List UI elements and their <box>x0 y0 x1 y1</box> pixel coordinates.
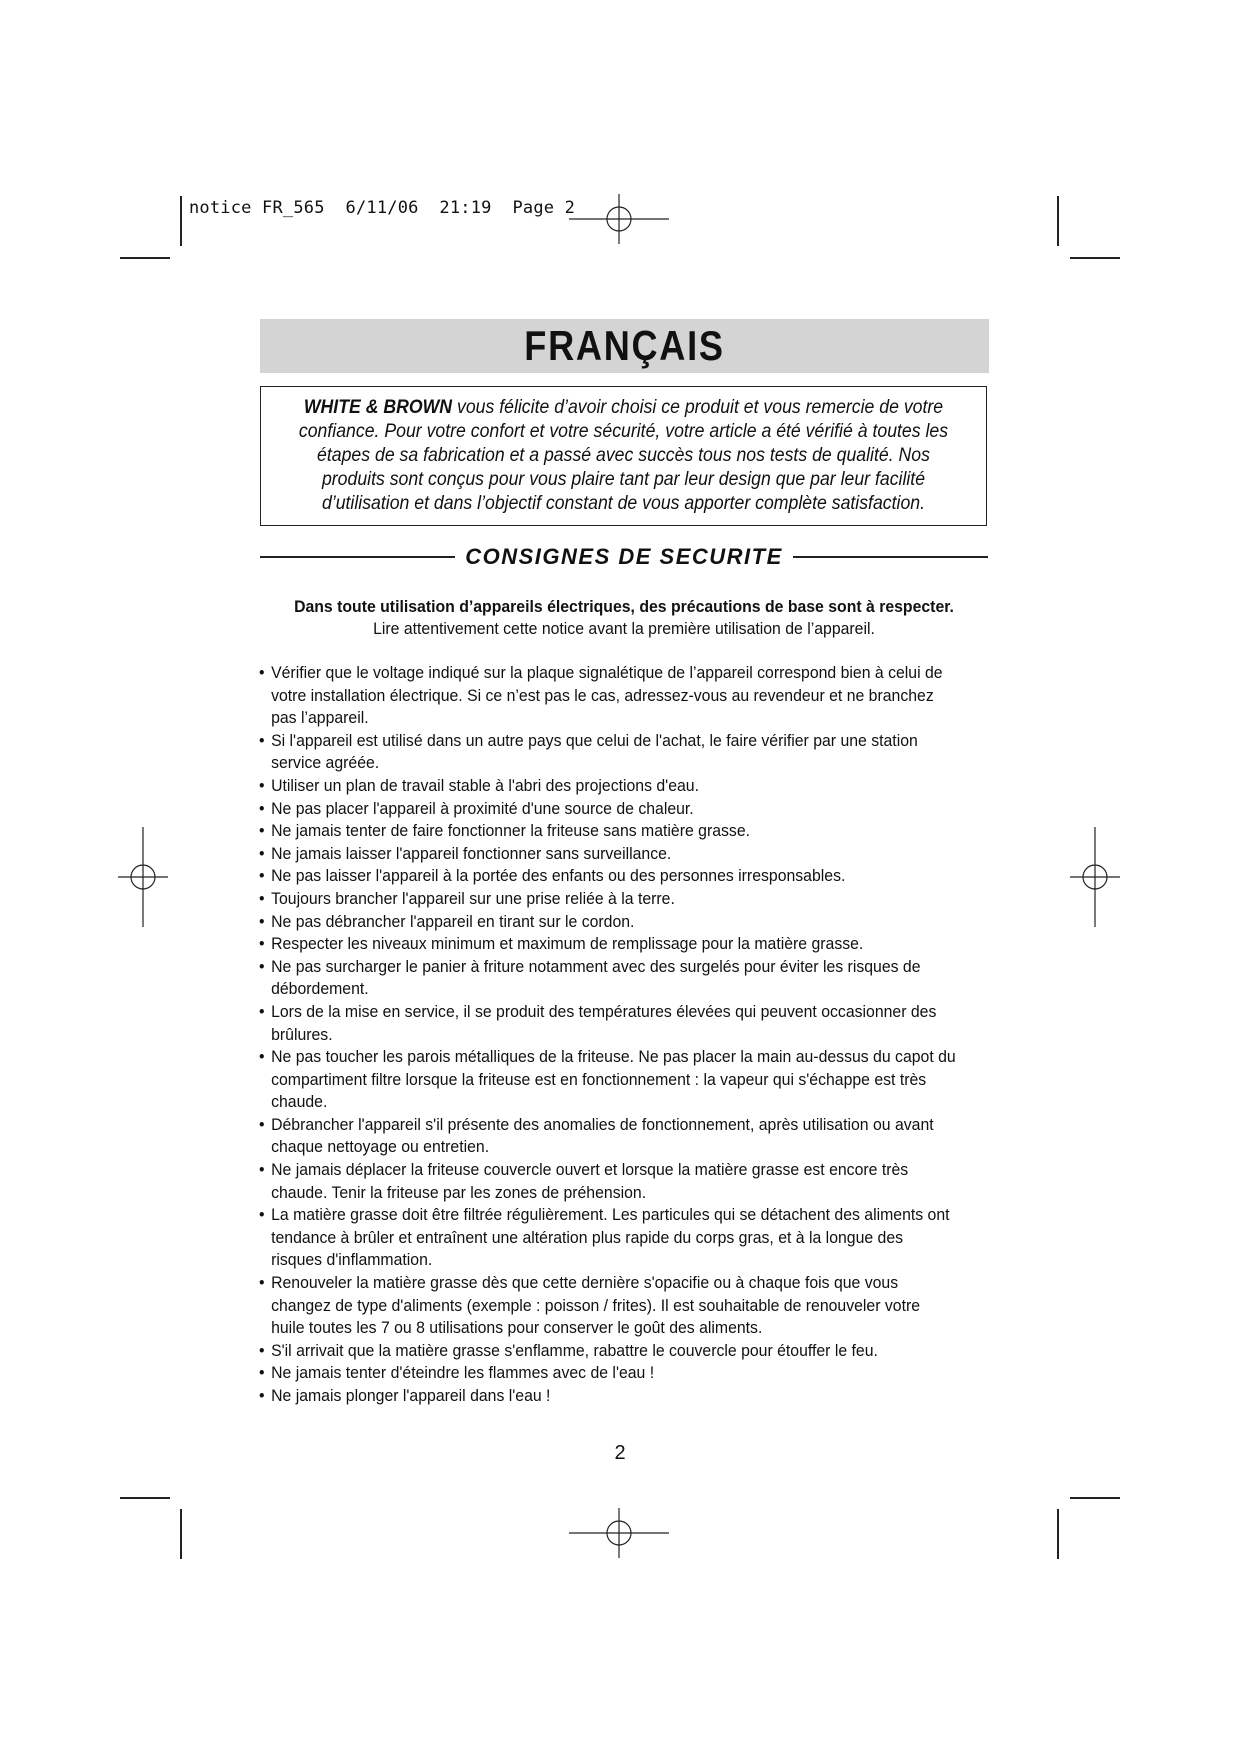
precaution-note-text: Lire attentivement cette notice avant la première utilisation de l’appareil. <box>373 619 875 638</box>
list-item: • Débrancher l'appareil s'il présente des anomalies de fonctionnement, après utilisation ou avant chaque nettoyage ou entretien. <box>259 1114 957 1159</box>
heading-rule-left <box>260 556 455 558</box>
registration-mark-right-icon <box>1070 827 1120 927</box>
intro-text <box>286 396 960 516</box>
crop-mark-bottom-left-horizontal <box>120 1497 170 1499</box>
precaution-lead <box>258 596 991 640</box>
section-title: CONSIGNES DE SECURITE <box>465 544 783 569</box>
intro-brand: WHITE & BROWN <box>303 397 453 418</box>
registration-mark-bottom-icon <box>569 1508 669 1558</box>
registration-mark-top-icon <box>569 194 669 244</box>
crop-mark-top-left-horizontal <box>120 257 170 259</box>
language-banner <box>260 319 989 373</box>
list-item: • Ne jamais laisser l'appareil fonctionner sans surveillance. <box>259 843 957 866</box>
precaution-bold-text: Dans toute utilisation d’appareils électriques, des précautions de base sont à respecter. <box>294 597 954 616</box>
safety-rules-list <box>259 662 957 1408</box>
crop-mark-top-right-horizontal <box>1070 257 1120 259</box>
list-item: • Ne jamais déplacer la friteuse couvercle ouvert et lorsque la matière grasse est encore très chaude. Tenir la friteuse par les zones de préhension. <box>259 1159 957 1204</box>
language-title: FRANÇAIS <box>524 322 725 369</box>
registration-mark-left-icon <box>118 827 168 927</box>
list-item: • Renouveler la matière grasse dès que cette dernière s'opacifie ou à chaque fois que vous changez de type d'aliments (exemple : poisson / frites). Il est souhaitable de renouveler votre huile toutes les 7 ou 8 utilisations pour conserver le goût des aliments. <box>259 1272 957 1340</box>
list-item: • Ne jamais tenter de faire fonctionner la friteuse sans matière grasse. <box>259 820 957 843</box>
list-item: • Lors de la mise en service, il se produit des températures élevées qui peuvent occasionner des brûlures. <box>259 1001 957 1046</box>
list-item: • Ne pas placer l'appareil à proximité d'une source de chaleur. <box>259 798 957 821</box>
list-item: • Ne pas laisser l'appareil à la portée des enfants ou des personnes irresponsables. <box>259 865 957 888</box>
list-item: • Toujours brancher l'appareil sur une prise reliée à la terre. <box>259 888 957 911</box>
heading-rule-right <box>793 556 988 558</box>
page-number: 2 <box>614 1442 626 1464</box>
intro-box <box>260 386 987 526</box>
print-slug-line: notice FR_565 6/11/06 21:19 Page 2 <box>189 198 576 218</box>
list-item: • S'il arrivait que la matière grasse s'enflamme, rabattre le couvercle pour étouffer le feu. <box>259 1340 957 1363</box>
list-item: • Ne jamais tenter d'éteindre les flammes avec de l'eau ! <box>259 1362 957 1385</box>
crop-mark-top-left-vertical <box>180 196 182 246</box>
list-item: • Ne pas toucher les parois métalliques de la friteuse. Ne pas placer la main au-dessus du capot du compartiment filtre lorsque la friteuse est en fonctionnement : la vapeur qui s'échappe est très chaude. <box>259 1046 957 1114</box>
list-item: • La matière grasse doit être filtrée régulièrement. Les particules qui se détachent des aliments ont tendance à brûler et entraînent une altération plus rapide du corps gras, et à la longue des risques d'inflammation. <box>259 1204 957 1272</box>
list-item: • Respecter les niveaux minimum et maximum de remplissage pour la matière grasse. <box>259 933 957 956</box>
section-heading <box>260 542 988 572</box>
crop-mark-top-right-vertical <box>1057 196 1059 246</box>
list-item: • Vérifier que le voltage indiqué sur la plaque signalétique de l’appareil correspond bien à celui de votre installation électrique. Si ce n’est pas le cas, adressez-vous au revendeur et ne branchez pas l’appareil. <box>259 662 957 730</box>
list-item: • Ne pas débrancher l'appareil en tirant sur le cordon. <box>259 911 957 934</box>
intro-body: vous félicite d’avoir choisi ce produit et vous remercie de votre confiance. Pour votre confort et votre sécurité, votre article a été vérifié à toutes les étapes de sa fabrication et a passé avec succès tous nos tests de qualité. Nos produits sont conçus pour vous plaire tant par leur design que par leur facilité d’utilisation et dans l’objectif constant de vous apporter complète satisfaction. <box>298 397 949 514</box>
crop-mark-bottom-right-vertical <box>1057 1509 1059 1559</box>
list-item: • Si l'appareil est utilisé dans un autre pays que celui de l'achat, le faire vérifier par une station service agréée. <box>259 730 957 775</box>
list-item: • Ne pas surcharger le panier à friture notamment avec des surgelés pour éviter les risques de débordement. <box>259 956 957 1001</box>
list-item: • Utiliser un plan de travail stable à l'abri des projections d'eau. <box>259 775 957 798</box>
list-item: • Ne jamais plonger l'appareil dans l'eau ! <box>259 1385 957 1408</box>
crop-mark-bottom-right-horizontal <box>1070 1497 1120 1499</box>
crop-mark-bottom-left-vertical <box>180 1509 182 1559</box>
